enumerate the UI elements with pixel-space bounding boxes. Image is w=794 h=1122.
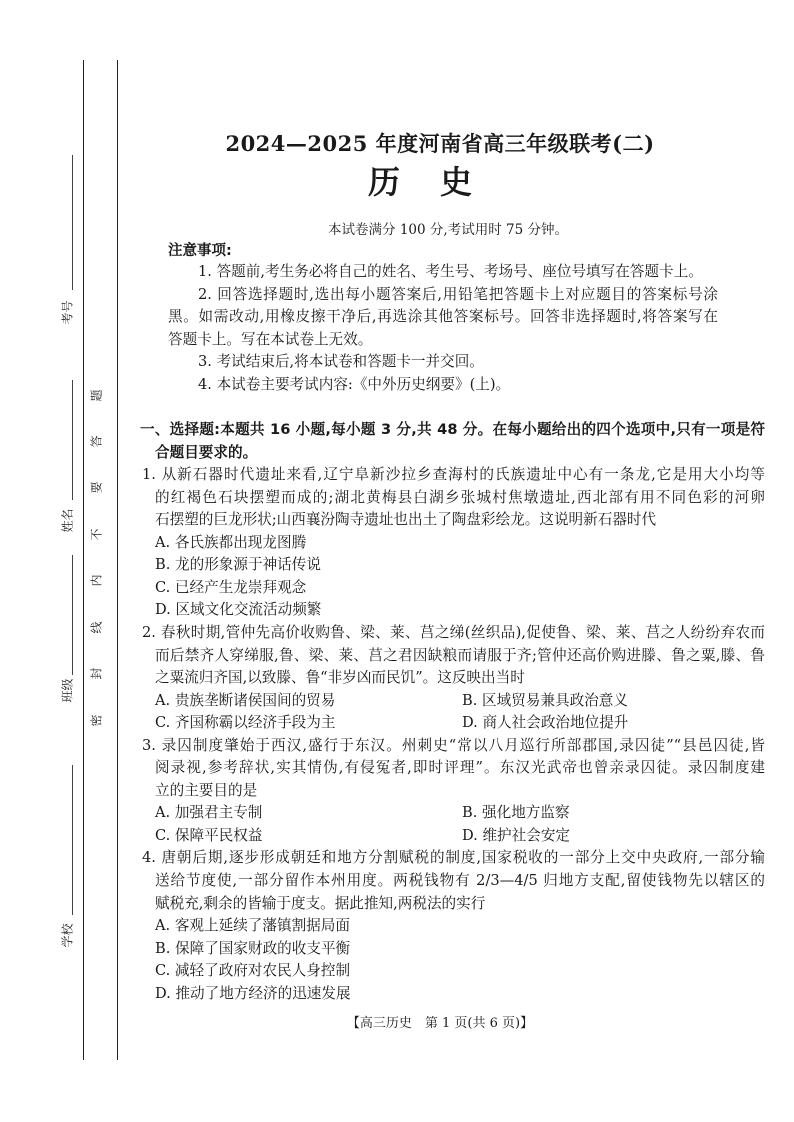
seal-char: 答 <box>89 435 104 448</box>
question-text: 而后禁齐人穿绨服,鲁、梁、莱、莒之君因缺粮而请服于齐;管仲还高价购进滕、鲁之粟,滕、鲁 <box>155 646 765 664</box>
seal-char: 题 <box>89 389 104 402</box>
question-text: 4. 唐朝后期,逐步形成朝廷和地方分割赋税的制度,国家税收的一部分上交中央政府,一部分输 <box>142 849 765 867</box>
notice-item: 4. 本试卷主要考试内容:《中外历史纲要》(上)。 <box>198 375 511 393</box>
notice-item: 2. 回答选择题时,选出每小题答案后,用铅笔把答题卡上对应题目的答案标号涂 <box>198 285 718 303</box>
question-text: 之粟流归齐国,以致滕、鲁“非岁凶而民饥”。这反映出当时 <box>155 669 525 687</box>
binding-line-outer <box>83 60 84 1060</box>
option-a: A. 加强君主专制 <box>155 804 263 822</box>
class-input[interactable] <box>72 555 73 675</box>
score-note: 本试卷满分 100 分,考试用时 75 分钟。 <box>328 222 568 238</box>
seal-char: 密 <box>89 714 104 727</box>
name-label: 姓名 <box>60 508 75 533</box>
question-text: 石摆塑的巨龙形状;山西襄汾陶寺遗址也出土了陶盘彩绘龙。这说明新石器时代 <box>155 511 657 529</box>
seal-char: 不 <box>89 528 104 541</box>
question-text: 阅录视,参考辞状,实其情伪,有侵冤者,即时评理”。东汉光武帝也曾亲录囚徒。录囚制度建 <box>155 759 765 777</box>
school-label: 学校 <box>60 923 75 948</box>
seal-char: 要 <box>89 481 104 494</box>
seal-char: 内 <box>89 574 104 587</box>
question-text: 3. 录囚制度肇始于西汉,盛行于东汉。州刺史“常以八月巡行所部郡国,录囚徒”“县邑囚徒,皆 <box>142 736 765 754</box>
binding-line-inner <box>117 60 118 1060</box>
seal-char: 线 <box>89 621 104 634</box>
question-text: 的红褐色石块摆塑而成的;湖北黄梅县白湖乡张城村焦墩遗址,西北部有用不同色彩的河卵 <box>155 488 765 506</box>
notice-item: 黑。如需改动,用橡皮擦干净后,再选涂其他答案标号。回答非选择题时,将答案写在 <box>168 308 718 326</box>
option-c: C. 齐国称霸以经济手段为主 <box>155 714 336 732</box>
notice-title: 注意事项: <box>168 243 232 259</box>
option-b: B. 保障了国家财政的收支平衡 <box>155 939 351 957</box>
notice-item: 答题卡上。写在本试卷上无效。 <box>168 330 373 348</box>
option-c: C. 已经产生龙崇拜观念 <box>155 578 307 596</box>
name-input[interactable] <box>72 380 73 500</box>
question-text: 1. 从新石器时代遗址来看,辽宁阜新沙拉乡查海村的氏族遗址中心有一条龙,它是用大小均等 <box>142 466 765 484</box>
exam-title: 2024—2025 年度河南省高三年级联考(二) <box>225 131 655 156</box>
question-text: 赋税充,剩余的皆输于度支。据此推知,两税法的实行 <box>155 894 486 912</box>
option-d: D. 推动了地方经济的迅速发展 <box>155 984 351 1002</box>
option-a: A. 贵族垄断诸侯国间的贸易 <box>155 691 336 709</box>
option-d: D. 维护社会安定 <box>462 826 571 844</box>
question-text: 送给节度使,一部分留作本州用度。两税钱物有 2/3—4/5 归地方支配,留使钱物先以辖区的 <box>155 872 765 889</box>
notice-item: 3. 考试结束后,将本试卷和答题卡一并交回。 <box>198 353 484 371</box>
option-b: B. 区域贸易兼具政治意义 <box>462 691 628 709</box>
class-label: 班级 <box>60 678 75 703</box>
notice-item: 1. 答题前,考生务必将自己的姓名、考生号、考场号、座位号填写在答题卡上。 <box>198 263 703 280</box>
seal-char: 封 <box>89 667 104 680</box>
option-b: B. 龙的形象源于神话传说 <box>155 556 321 574</box>
question-text: 2. 春秋时期,管仲先高价收购鲁、梁、莱、莒之绨(丝织品),促使鲁、梁、莱、莒之人纷纷弃农而 <box>142 623 765 641</box>
option-d: D. 商人社会政治地位提升 <box>462 714 629 732</box>
option-c: C. 减轻了政府对农民人身控制 <box>155 962 351 980</box>
school-input[interactable] <box>72 765 73 915</box>
option-b: B. 强化地方监察 <box>462 804 570 822</box>
page-footer: 【高三历史 第 1 页(共 6 页)】 <box>346 1016 534 1031</box>
question-text: 立的主要目的是 <box>155 781 258 799</box>
option-a: A. 各氏族都出现龙图腾 <box>155 533 307 551</box>
subject-title: 历史 <box>367 163 512 201</box>
option-d: D. 区域文化交流活动频繁 <box>155 601 322 619</box>
option-a: A. 客观上延续了藩镇割据局面 <box>155 917 350 935</box>
exam-number-label: 考号 <box>60 300 75 325</box>
section-heading: 合题目要求的。 <box>155 443 258 461</box>
option-c: C. 保障平民权益 <box>155 826 263 844</box>
section-heading: 一、选择题:本题共 16 小题,每小题 3 分,共 48 分。在每小题给出的四个选项中,只有一项是符 <box>140 421 765 438</box>
